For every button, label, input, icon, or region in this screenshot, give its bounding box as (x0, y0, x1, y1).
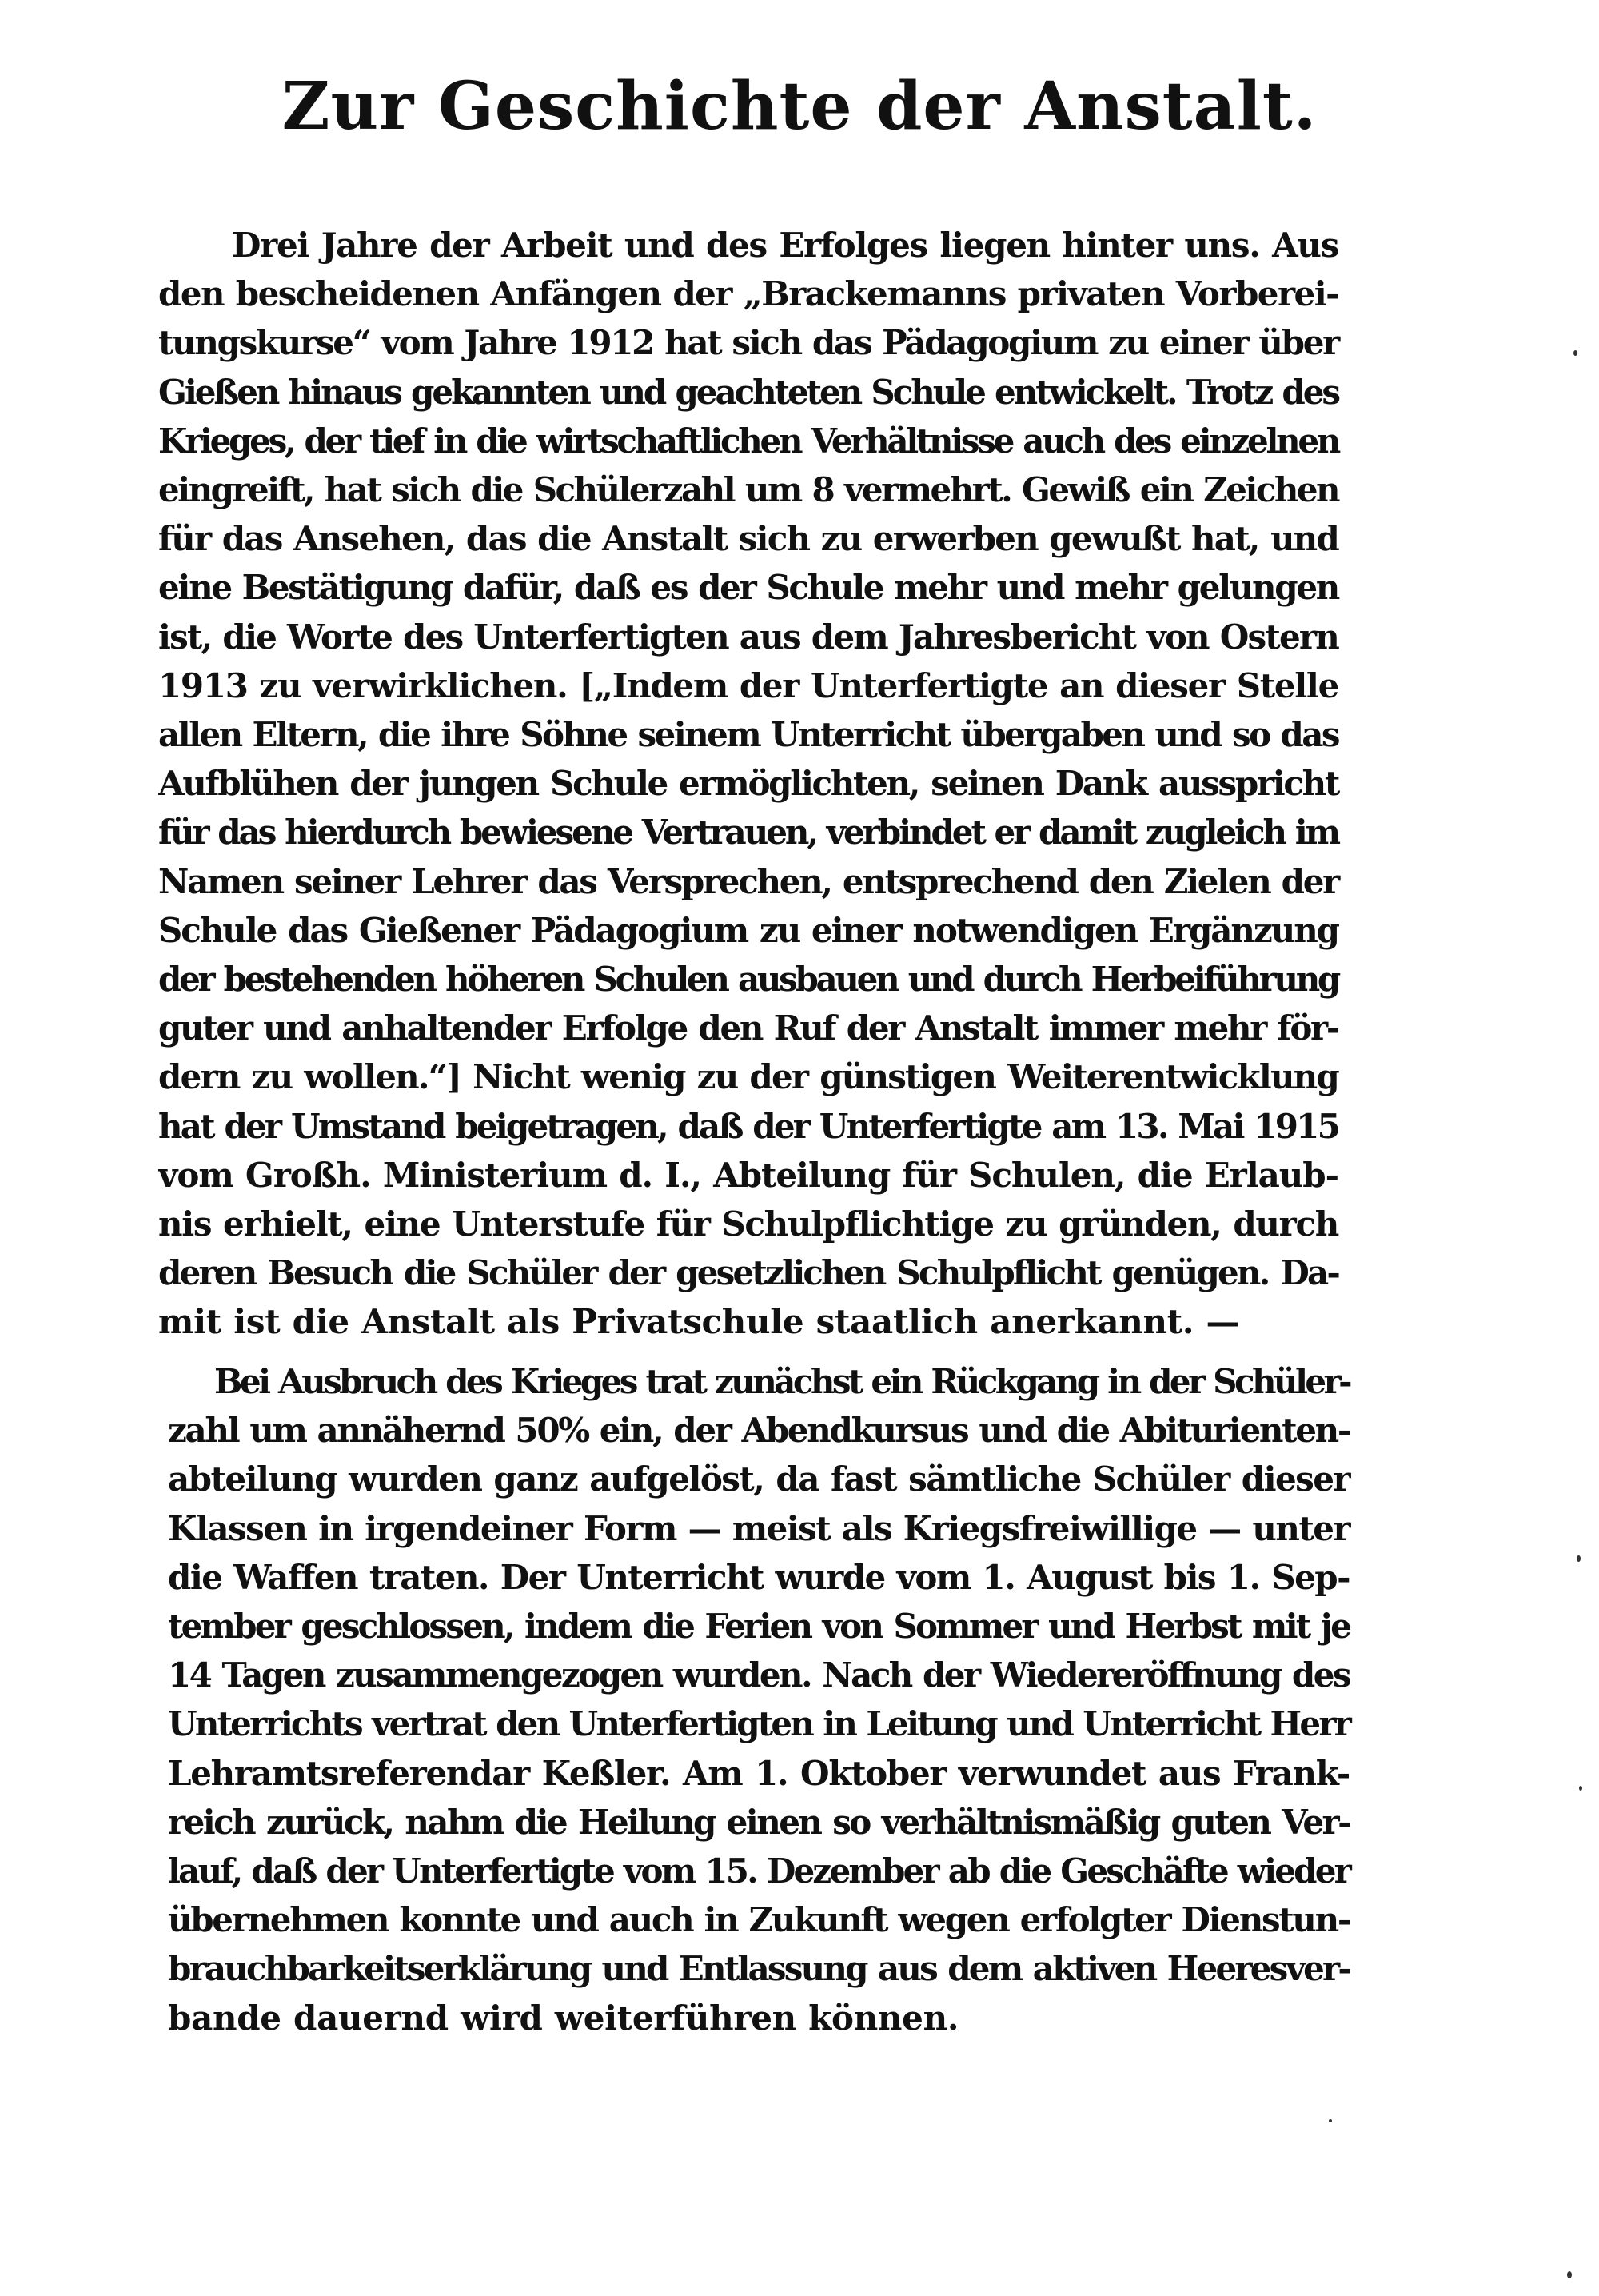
text-line: Bei Ausbruch des Krieges trat zunächst ein Rückgang in der Schüler- (214, 1362, 1350, 1401)
text-line: reich zurück, nahm die Heilung einen so verhältnismäßig guten Ver- (168, 1802, 1350, 1842)
text-line: Krieges, der tief in die wirtschaftlichen Verhältnisse auch des einzelnen (158, 421, 1338, 461)
text-line: hat der Umstand beigetragen, daß der Unterfertigte am 13. Mai 1915 (158, 1106, 1338, 1146)
scan-speck (1329, 2119, 1332, 2122)
scan-speck (1577, 1555, 1581, 1562)
text-line: ist, die Worte des Unterfertigten aus dem Jahresbericht von Ostern (158, 617, 1338, 657)
text-line: den bescheidenen Anfängen der „Brackemanns privaten Vorberei- (158, 274, 1338, 314)
paragraph-2 (168, 1357, 1350, 2042)
text-line: zahl um annähernd 50% ein, der Abendkursus und die Abiturienten- (168, 1411, 1350, 1451)
text-line: Drei Jahre der Arbeit und des Erfolges liegen hinter uns. Aus (232, 226, 1338, 265)
text-line: brauchbarkeitserklärung und Entlassung aus dem aktiven Heeresver- (168, 1949, 1350, 1989)
scan-speck (1579, 1786, 1582, 1791)
text-line: tungskurse“ vom Jahre 1912 hat sich das Pädagogium zu einer über (158, 323, 1338, 363)
text-line: 14 Tagen zusammengezogen wurden. Nach der Wiedereröffnung des (168, 1655, 1350, 1695)
scan-speck (1573, 350, 1577, 356)
text-line: eingreift, hat sich die Schülerzahl um 8 vermehrt. Gewiß ein Zeichen (158, 470, 1338, 510)
text-line: vom Großh. Ministerium d. I., Abteilung für Schulen, die Erlaub- (158, 1155, 1338, 1195)
text-line: mit ist die Anstalt als Privatschule staatlich anerkannt. — (158, 1302, 1240, 1342)
text-line: Lehramtsreferendar Keßler. Am 1. Oktober verwundet aus Frank- (168, 1753, 1350, 1793)
text-line: tember geschlossen, indem die Ferien von Sommer und Herbst mit je (168, 1607, 1350, 1647)
text-line: der bestehenden höheren Schulen ausbauen und durch Herbeiführung (158, 960, 1338, 1000)
text-line: Gießen hinaus gekannten und geachteten Schule entwickelt. Trotz des (158, 372, 1338, 412)
text-line: nis erhielt, eine Unterstufe für Schulpflichtige zu gründen, durch (158, 1204, 1338, 1244)
text-line: guter und anhaltender Erfolge den Ruf der Anstalt immer mehr för- (158, 1008, 1338, 1048)
text-line: für das Ansehen, das die Anstalt sich zu erwerben gewußt hat, und (158, 519, 1338, 559)
text-line: lauf, daß der Unterfertigte vom 15. Dezember ab die Geschäfte wieder (168, 1851, 1350, 1891)
scan-speck (1567, 2271, 1572, 2278)
paragraph-1 (158, 221, 1338, 1347)
text-line: Aufblühen der jungen Schule ermöglichten, seinen Dank ausspricht (158, 764, 1338, 804)
text-line: Klassen in irgendeiner Form — meist als Kriegsfreiwillige — unter (168, 1508, 1350, 1548)
text-line: dern zu wollen.“] Nicht wenig zu der günstigen Weiterentwicklung (158, 1057, 1338, 1097)
text-line: allen Eltern, die ihre Söhne seinem Unterricht übergaben und so das (158, 715, 1338, 755)
text-line: die Waffen traten. Der Unterricht wurde vom 1. August bis 1. Sep- (168, 1557, 1350, 1597)
text-line: abteilung wurden ganz aufgelöst, da fast sämtliche Schüler dieser (168, 1459, 1350, 1499)
text-line: 1913 zu verwirklichen. [„Indem der Unterfertigte an dieser Stelle (158, 665, 1338, 705)
text-line: deren Besuch die Schüler der gesetzlichen Schulpflicht genügen. Da- (158, 1253, 1338, 1293)
page-title: Zur Geschichte der Anstalt. (281, 68, 1318, 145)
text-line: bande dauernd wird weiterführen können. (168, 1998, 959, 2038)
text-line: Unterrichts vertrat den Unterfertigten in Leitung und Unterricht Herr (168, 1704, 1350, 1744)
text-line: Namen seiner Lehrer das Versprechen, entsprechend den Zielen der (158, 861, 1338, 901)
text-line: eine Bestätigung dafür, daß es der Schule mehr und mehr gelungen (158, 568, 1338, 608)
text-line: übernehmen konnte und auch in Zukunft wegen erfolgter Dienstun- (168, 1900, 1350, 1940)
text-line: für das hierdurch bewiesene Vertrauen, verbindet er damit zugleich im (158, 813, 1338, 853)
text-line: Schule das Gießener Pädagogium zu einer notwendigen Ergänzung (158, 910, 1338, 950)
